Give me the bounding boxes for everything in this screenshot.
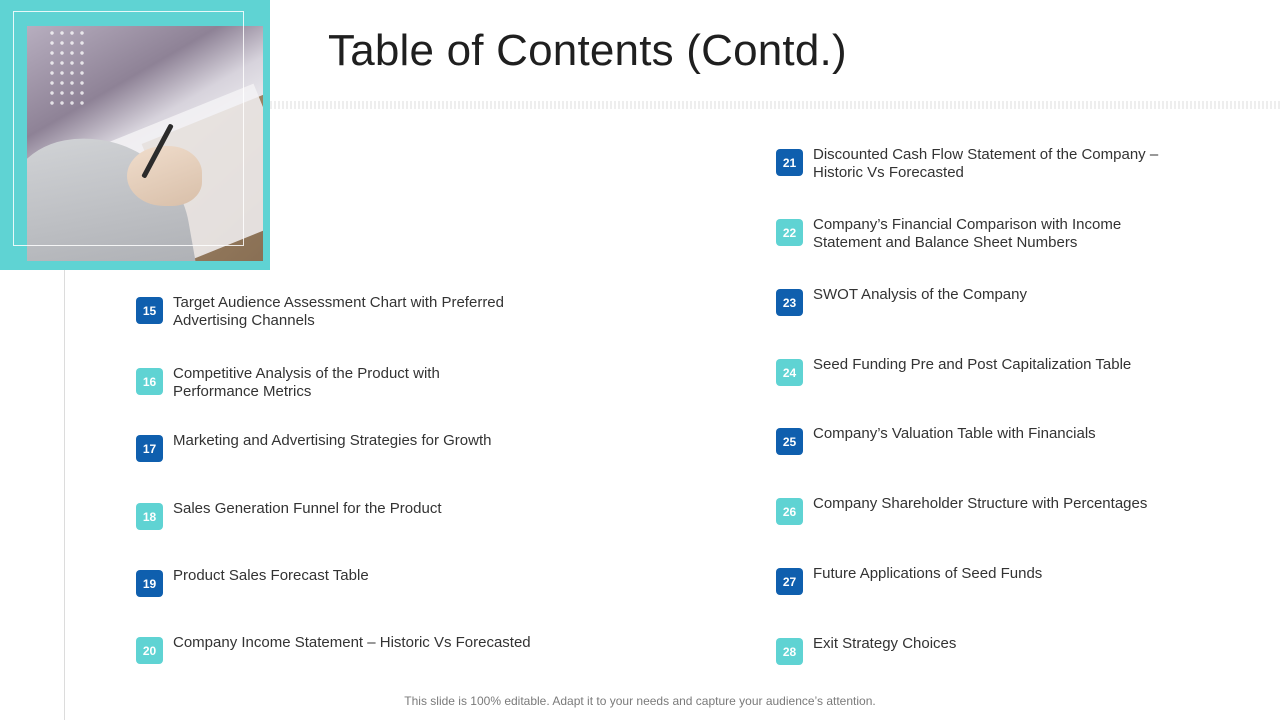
toc-item-label: Exit Strategy Choices bbox=[813, 635, 957, 652]
toc-item-label: Seed Funding Pre and Post Capitalization Table bbox=[813, 356, 1132, 373]
toc-number-badge: 19 bbox=[136, 570, 163, 597]
toc-item-label: Future Applications of Seed Funds bbox=[813, 565, 1043, 582]
toc-item-27 bbox=[776, 565, 1042, 595]
toc-item-label: SWOT Analysis of the Company bbox=[813, 286, 1027, 303]
toc-item-label: Discounted Cash Flow Statement of the Company – Historic Vs Forecasted bbox=[813, 146, 1159, 181]
toc-number-badge: 27 bbox=[776, 568, 803, 595]
toc-number-badge: 23 bbox=[776, 289, 803, 316]
toc-item-23 bbox=[776, 286, 1027, 316]
toc-item-label: Sales Generation Funnel for the Product bbox=[173, 500, 442, 517]
toc-item-label: Company Shareholder Structure with Percentages bbox=[813, 495, 1148, 512]
toc-item-15 bbox=[136, 294, 504, 330]
toc-number-badge: 18 bbox=[136, 503, 163, 530]
toc-item-18 bbox=[136, 500, 442, 530]
toc-item-19 bbox=[136, 567, 369, 597]
toc-item-label: Marketing and Advertising Strategies for Growth bbox=[173, 432, 492, 449]
toc-number-badge: 17 bbox=[136, 435, 163, 462]
toc-number-badge: 28 bbox=[776, 638, 803, 665]
toc-number-badge: 25 bbox=[776, 428, 803, 455]
toc-item-21 bbox=[776, 146, 1158, 182]
toc-number-badge: 21 bbox=[776, 149, 803, 176]
toc-number-badge: 22 bbox=[776, 219, 803, 246]
title-underline bbox=[270, 101, 1280, 109]
toc-item-28 bbox=[776, 635, 956, 665]
photo-frame-outline bbox=[13, 11, 244, 246]
page-title: Table of Contents (Contd.) bbox=[328, 26, 847, 75]
toc-item-26 bbox=[776, 495, 1147, 525]
toc-item-20 bbox=[136, 634, 531, 664]
toc-item-22 bbox=[776, 216, 1121, 252]
toc-number-badge: 26 bbox=[776, 498, 803, 525]
toc-item-label: Product Sales Forecast Table bbox=[173, 567, 369, 584]
toc-item-24 bbox=[776, 356, 1131, 386]
toc-number-badge: 24 bbox=[776, 359, 803, 386]
toc-item-label: Company’s Financial Comparison with Income Statement and Balance Sheet Numbers bbox=[813, 216, 1122, 251]
toc-number-badge: 20 bbox=[136, 637, 163, 664]
footer-note: This slide is 100% editable. Adapt it to your needs and capture your audience’s attention. bbox=[404, 694, 876, 708]
toc-item-label: Competitive Analysis of the Product with Performance Metrics bbox=[173, 365, 440, 400]
toc-item-16 bbox=[136, 365, 440, 401]
toc-number-badge: 15 bbox=[136, 297, 163, 324]
toc-number-badge: 16 bbox=[136, 368, 163, 395]
toc-item-17 bbox=[136, 432, 492, 462]
toc-item-label: Company’s Valuation Table with Financials bbox=[813, 425, 1096, 442]
toc-item-label: Company Income Statement – Historic Vs Forecasted bbox=[173, 634, 531, 651]
vertical-divider bbox=[64, 270, 65, 720]
toc-item-label: Target Audience Assessment Chart with Preferred Advertising Channels bbox=[173, 294, 504, 329]
toc-item-25 bbox=[776, 425, 1096, 455]
